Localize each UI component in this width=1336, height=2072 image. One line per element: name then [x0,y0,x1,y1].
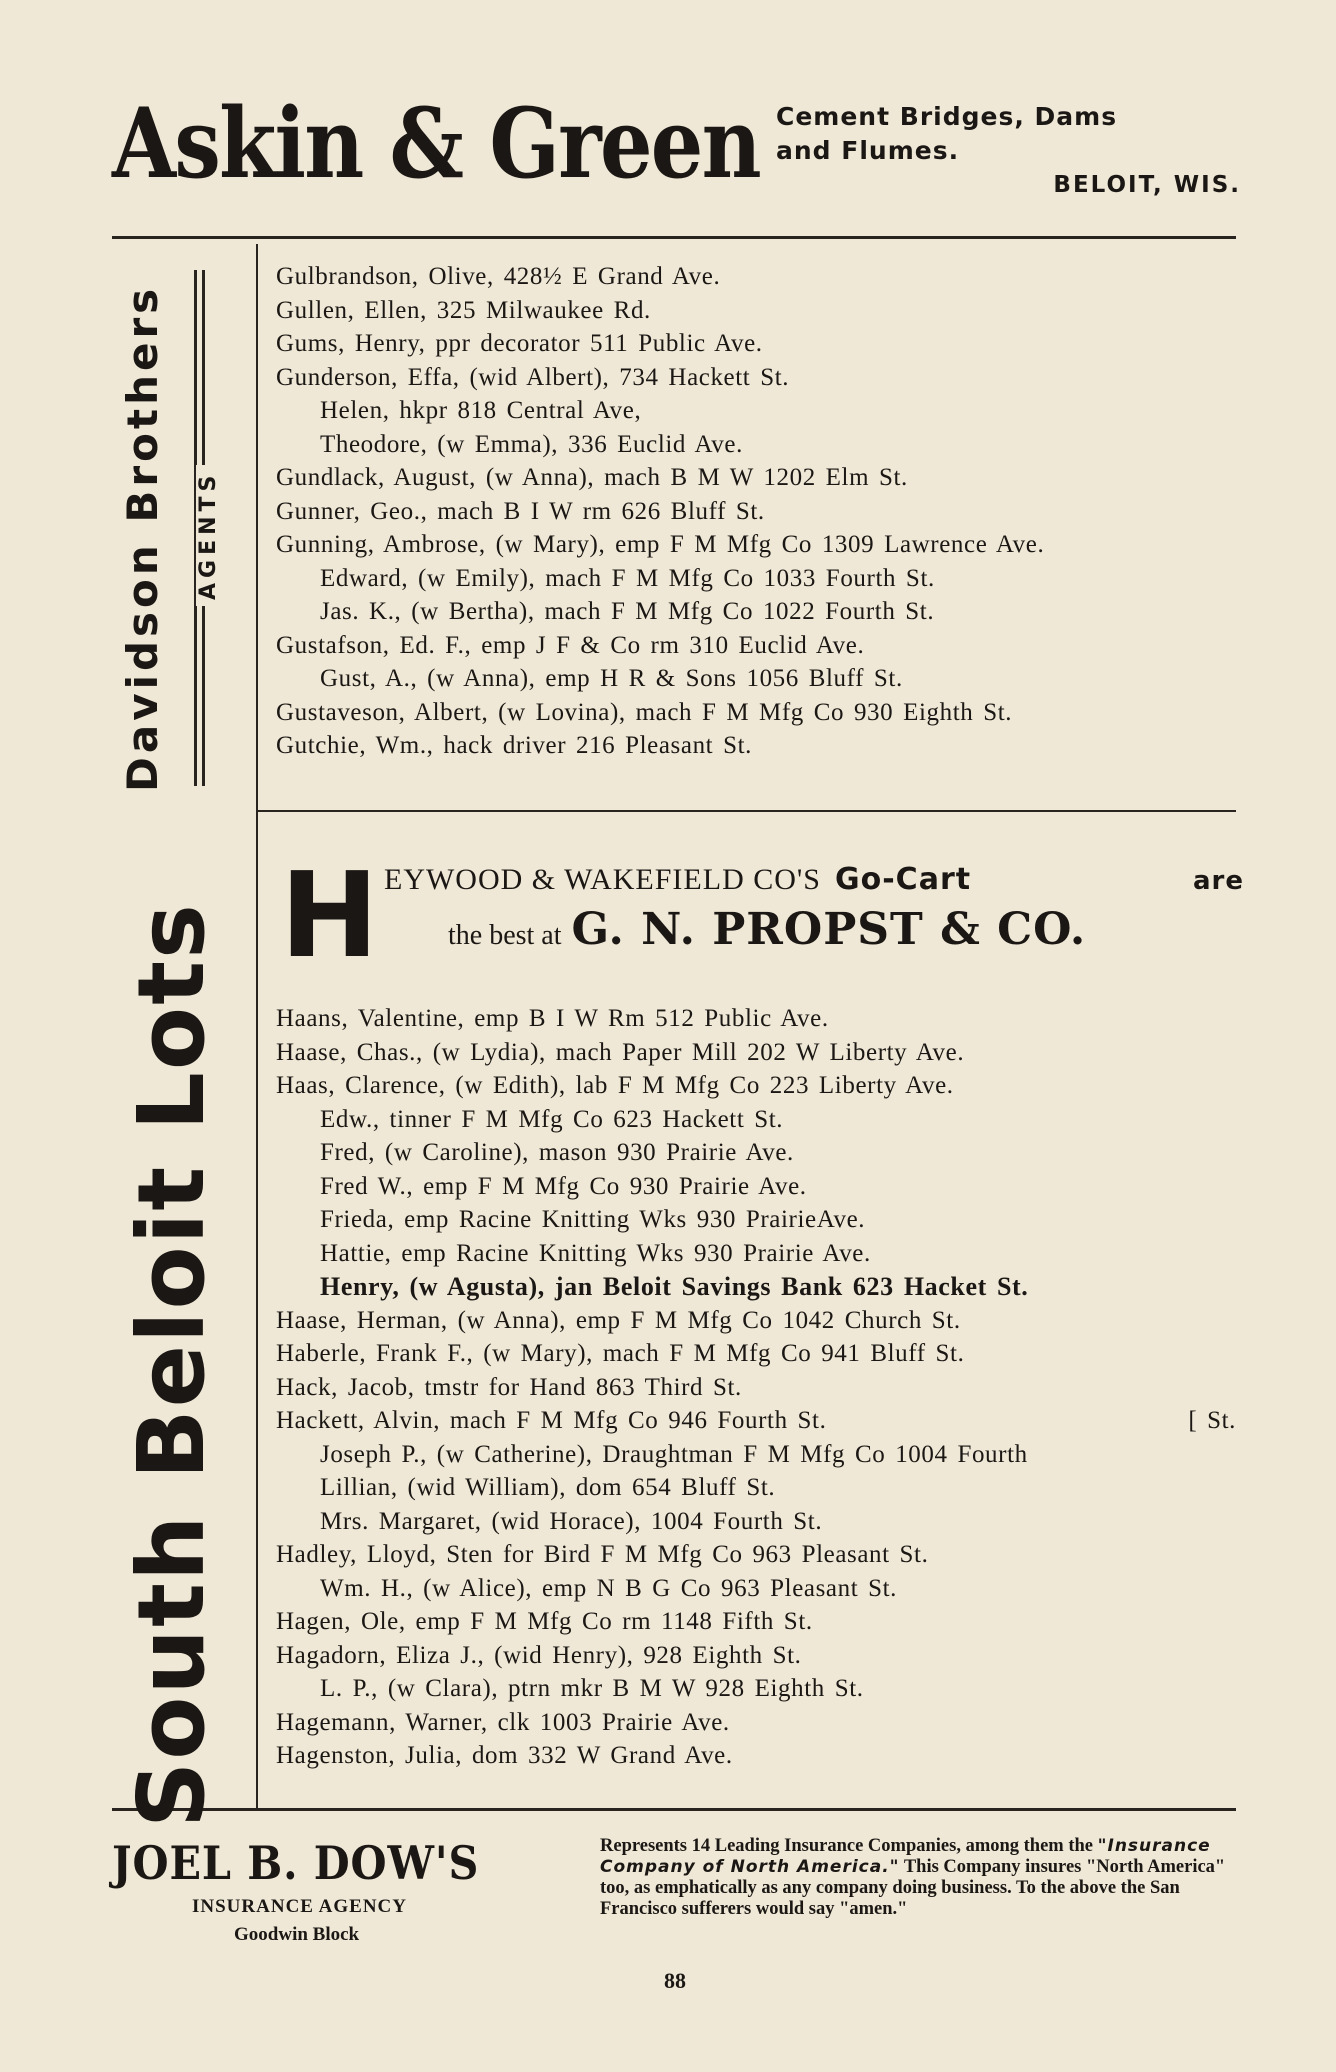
directory-entry [276,1170,1236,1204]
footer-rule [112,1808,1236,1811]
ad-line1-text: EYWOOD & WAKEFIELD CO'S [384,863,821,896]
ad-are: are [1192,866,1244,896]
directory-entry [276,595,1236,629]
entry-text: Hattie, emp Racine Knitting Wks 930 Prairie Ave. [320,1239,871,1267]
directory-entry [276,1203,1236,1237]
directory-entry [276,1237,1236,1271]
tagline-line2: and Flumes. [776,136,960,165]
directory-entry [276,1572,1236,1606]
entry-text: Henry, (w Agusta), jan Beloit Savings Bank 623 Hacket St. [320,1272,1029,1301]
directory-entry [276,461,1236,495]
directory-entry [276,495,1236,529]
south-beloit-lots-ad: South Beloit Lots [118,902,225,1828]
directory-entry [276,528,1236,562]
footer-description [600,1836,1242,1920]
entry-text: Gutchie, Wm., hack driver 216 Pleasant St. [276,732,752,759]
directory-entry [276,1002,1236,1036]
directory-entry [276,260,1236,294]
entry-text: L. P., (w Clara), ptrn mkr B M W 928 Eighth St. [320,1675,864,1702]
directory-entry [276,1069,1236,1103]
ad-firm: G. N. PROPST & CO. [571,904,1087,955]
directory-entry [276,1103,1236,1137]
entry-text: Haberle, Frank F., (w Mary), mach F M Mfg Co 941 Bluff St. [276,1340,965,1367]
entry-text: Mrs. Margaret, (wid Horace), 1004 Fourth St. [320,1507,823,1535]
entry-text: Jas. K., (w Bertha), mach F M Mfg Co 1022 Fourth St. [320,598,935,625]
footer-desc-italic: "Insurance Company of North America." [600,1836,1211,1877]
header-rule [112,236,1236,239]
entry-text: Hagemann, Warner, clk 1003 Prairie Ave. [276,1708,730,1736]
directory-entry [276,1036,1236,1070]
entry-text: Gums, Henry, ppr decorator 511 Public Ave. [276,330,763,357]
entry-text: Fred W., emp F M Mfg Co 930 Prairie Ave. [320,1172,807,1200]
directory-entry [276,1337,1236,1371]
entry-text: Gunner, Geo., mach B I W rm 626 Bluff St. [276,497,765,525]
directory-entry [276,294,1236,328]
directory-entry [276,428,1236,462]
directory-entry [276,327,1236,361]
directory-entry [276,361,1236,395]
entry-text: Gunderson, Effa, (wid Albert), 734 Hackett St. [276,363,790,391]
footer-desc-b: This Company insures "North America" too, as emphatically as any company doing business. To the above the San Francisco sufferers would say "amen." [600,1857,1226,1919]
directory-entry [276,1371,1236,1405]
entry-text: Hack, Jacob, tmstr for Hand 863 Third St. [276,1373,742,1401]
column-divider [256,244,258,1810]
directory-entry [276,729,1236,763]
entry-text: Haas, Clarence, (w Edith), lab F M Mfg Co 223 Liberty Ave. [276,1072,954,1099]
ad-gocart: Go-Cart [835,862,972,897]
directory-entry [276,1471,1236,1505]
entry-text: Lillian, (wid William), dom 654 Bluff St. [320,1474,776,1501]
entry-text: Helen, hkpr 818 Central Ave, [320,397,642,424]
directory-entry [276,1505,1236,1539]
directory-entry [276,1270,1236,1304]
footer-agency: INSURANCE AGENCY [192,1896,407,1917]
header-firm-name: Askin & Green [112,87,760,200]
footer-desc-a: Represents 14 Leading Insurance Companies, among them the [600,1836,1094,1856]
entry-text: Gustafson, Ed. F., emp J F & Co rm 310 Euclid Ave. [276,631,865,659]
entry-text: Hackett, Alvin, mach F M Mfg Co 946 Fourth St. [276,1407,827,1434]
entry-text: Hadley, Lloyd, Sten for Bird F M Mfg Co 963 Pleasant St. [276,1541,929,1568]
listing-g [276,260,1236,763]
directory-entry [276,1404,1236,1438]
entry-text: Gundlack, August, (w Anna), mach B M W 1202 Elm St. [276,464,908,491]
directory-entry [276,562,1236,596]
directory-entry [276,1304,1236,1338]
directory-entry [276,1136,1236,1170]
entry-text: Gust, A., (w Anna), emp H R & Sons 1056 Bluff St. [320,665,903,692]
entry-text: Gulbrandson, Olive, 428½ E Grand Ave. [276,263,721,290]
entry-text: Hagenston, Julia, dom 332 W Grand Ave. [276,1742,733,1769]
entry-text: Hagadorn, Eliza J., (wid Henry), 928 Eighth St. [276,1641,802,1669]
entry-text: Haase, Herman, (w Anna), emp F M Mfg Co 1042 Church St. [276,1306,961,1334]
davidson-brothers-ad: Davidson Brothers [118,284,167,792]
entry-text: Gullen, Ellen, 325 Milwaukee Rd. [276,296,651,324]
entry-text: Fred, (w Caroline), mason 930 Prairie Ave. [320,1139,794,1166]
page-number: 88 [664,1968,686,1993]
directory-entry [276,696,1236,730]
entry-text: Gunning, Ambrose, (w Mary), emp F M Mfg Co 1309 Lawrence Ave. [276,531,1045,558]
directory-entry [276,1538,1236,1572]
entry-text: Edward, (w Emily), mach F M Mfg Co 1033 Fourth St. [320,564,935,592]
directory-entry [276,1706,1236,1740]
directory-entry [276,629,1236,663]
ad-rule-top [258,810,1236,812]
directory-entry [276,662,1236,696]
ad-line2 [448,904,1086,955]
entry-text: Hagen, Ole, emp F M Mfg Co rm 1148 Fifth St. [276,1608,813,1635]
entry-text: Haase, Chas., (w Lydia), mach Paper Mill 202 W Liberty Ave. [276,1038,965,1066]
entry-text: Edw., tinner F M Mfg Co 623 Hackett St. [320,1105,784,1133]
ad-initial: H [280,846,379,984]
ad-line1 [384,862,1244,897]
footer-block: Goodwin Block [234,1924,360,1945]
entry-text: Gustaveson, Albert, (w Lovina), mach F M Mfg Co 930 Eighth St. [276,698,1013,726]
directory-entry [276,1739,1236,1773]
entry-text: Theodore, (w Emma), 336 Euclid Ave. [320,430,743,458]
directory-entry [276,1438,1236,1472]
ad-line2-text: the best at [448,920,562,951]
header-tagline [776,100,1241,202]
agents-label: AGENTS [196,465,221,606]
entry-text: Wm. H., (w Alice), emp N B G Co 963 Pleasant St. [320,1574,898,1602]
directory-entry [276,1672,1236,1706]
listing-h [276,1002,1236,1773]
directory-entry [276,1605,1236,1639]
footer-name: JOEL B. DOW'S [112,1836,480,1890]
entry-text: Frieda, emp Racine Knitting Wks 930 PrairieAve. [320,1206,866,1233]
entry-continuation: [ St. [1188,1407,1236,1434]
entry-text: Joseph P., (w Catherine), Draughtman F M Mfg Co 1004 Fourth [320,1440,1028,1468]
directory-entry [276,394,1236,428]
tagline-line1: Cement Bridges, Dams [776,102,1118,131]
entry-text: Haans, Valentine, emp B I W Rm 512 Public Ave. [276,1005,829,1032]
tagline-city: BELOIT, WIS. [1053,172,1241,198]
directory-entry [276,1639,1236,1673]
